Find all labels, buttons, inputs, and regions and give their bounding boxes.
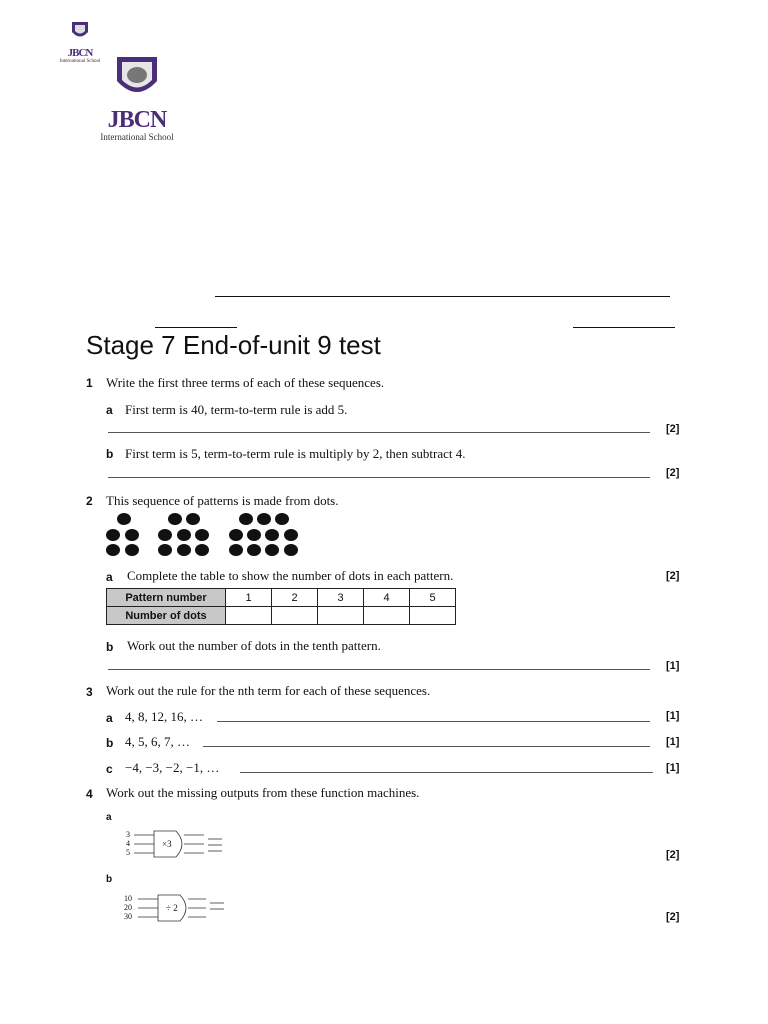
dot [195, 529, 209, 541]
dots-table [106, 588, 456, 625]
function-machine-a [120, 828, 230, 860]
logo-subtitle-small: International School [59, 59, 101, 64]
dot [257, 513, 271, 525]
school-logo [92, 55, 182, 142]
machine-input: 10 [124, 894, 132, 903]
mark-label: [2] [666, 570, 680, 582]
dot [275, 513, 289, 525]
dot [186, 513, 200, 525]
table-answer-cell[interactable] [364, 607, 410, 625]
question-number: 4 [86, 787, 93, 801]
machine-input: 30 [124, 912, 132, 921]
mark-label: [2] [666, 911, 680, 923]
mark-label: [2] [666, 423, 680, 435]
logo-subtitle: International School [100, 132, 174, 142]
dot [117, 513, 131, 525]
dot [265, 544, 279, 556]
table-cell: 1 [226, 589, 272, 607]
dot [177, 529, 191, 541]
mark-label: [2] [666, 467, 680, 479]
part-label: a [106, 570, 113, 584]
dot [284, 529, 298, 541]
dot [284, 544, 298, 556]
mark-label: [2] [666, 849, 680, 861]
part-label: c [106, 762, 113, 776]
table-row [107, 589, 456, 607]
dot [239, 513, 253, 525]
table-cell: 3 [318, 589, 364, 607]
table-answer-cell[interactable] [318, 607, 364, 625]
part-label: b [106, 447, 114, 461]
machine-input: 5 [126, 848, 130, 857]
dot [125, 529, 139, 541]
part-text: First term is 5, term-to-term rule is multiply by 2, then subtract 4. [125, 446, 466, 461]
machine-input: 4 [126, 839, 130, 848]
machine-operation: ×3 [162, 839, 172, 849]
table-header-number-of-dots: Number of dots [107, 607, 226, 625]
part-label: a [106, 403, 113, 417]
dot [106, 529, 120, 541]
page-title: Stage 7 End-of-unit 9 test [86, 330, 381, 360]
machine-operation: ÷ 2 [166, 903, 178, 913]
table-cell: 4 [364, 589, 410, 607]
answer-line[interactable] [108, 669, 650, 670]
part-label: b [106, 874, 113, 885]
part-label: a [106, 812, 112, 823]
dot [229, 544, 243, 556]
mark-label: [1] [666, 762, 680, 774]
part-label: b [106, 736, 114, 750]
machine-input: 20 [124, 903, 132, 912]
answer-line[interactable] [217, 721, 650, 722]
part-label: b [106, 640, 114, 654]
question-number: 2 [86, 494, 93, 508]
table-answer-cell[interactable] [410, 607, 456, 625]
part-text: Complete the table to show the number of dots in each pattern. [127, 568, 454, 583]
logo-name-small: JBCN [67, 47, 93, 59]
header-line [215, 296, 670, 297]
logo-name: JBCN [107, 107, 167, 133]
dot [168, 513, 182, 525]
answer-line[interactable] [203, 746, 650, 747]
answer-line[interactable] [108, 432, 650, 433]
table-header-pattern-number: Pattern number [107, 589, 226, 607]
dot [195, 544, 209, 556]
part-label: a [106, 711, 113, 725]
header-line [155, 327, 237, 328]
question-text: This sequence of patterns is made from dots. [106, 493, 339, 508]
dot [177, 544, 191, 556]
machine-input: 3 [126, 830, 130, 839]
question-text: Write the first three terms of each of these sequences. [106, 375, 385, 390]
mark-label: [1] [666, 710, 680, 722]
mark-label: [1] [666, 736, 680, 748]
question-number: 3 [86, 685, 93, 699]
dot [158, 544, 172, 556]
dot [125, 544, 139, 556]
part-text: Work out the number of dots in the tenth pattern. [127, 638, 381, 653]
dot [265, 529, 279, 541]
dot [158, 529, 172, 541]
part-text: 4, 5, 6, 7, … [125, 734, 190, 749]
question-text: Work out the rule for the nth term for each of these sequences. [106, 683, 431, 698]
answer-line[interactable] [108, 477, 650, 478]
part-text: First term is 40, term-to-term rule is add 5. [125, 402, 348, 417]
function-machine-b [122, 892, 232, 924]
dot [229, 529, 243, 541]
part-text: 4, 8, 12, 16, … [125, 709, 203, 724]
dot [106, 544, 120, 556]
function-machine-icon [120, 828, 230, 860]
table-answer-cell[interactable] [272, 607, 318, 625]
shield-icon [92, 55, 182, 103]
dot [247, 544, 261, 556]
answer-line[interactable] [240, 772, 653, 773]
dot [247, 529, 261, 541]
table-cell: 5 [410, 589, 456, 607]
table-row [107, 607, 456, 625]
shield-icon [55, 20, 105, 42]
question-number: 1 [86, 376, 93, 390]
mark-label: [1] [666, 660, 680, 672]
table-answer-cell[interactable] [226, 607, 272, 625]
question-text: Work out the missing outputs from these function machines. [106, 785, 420, 800]
part-text: −4, −3, −2, −1, … [125, 760, 220, 775]
header-line [573, 327, 675, 328]
table-cell: 2 [272, 589, 318, 607]
